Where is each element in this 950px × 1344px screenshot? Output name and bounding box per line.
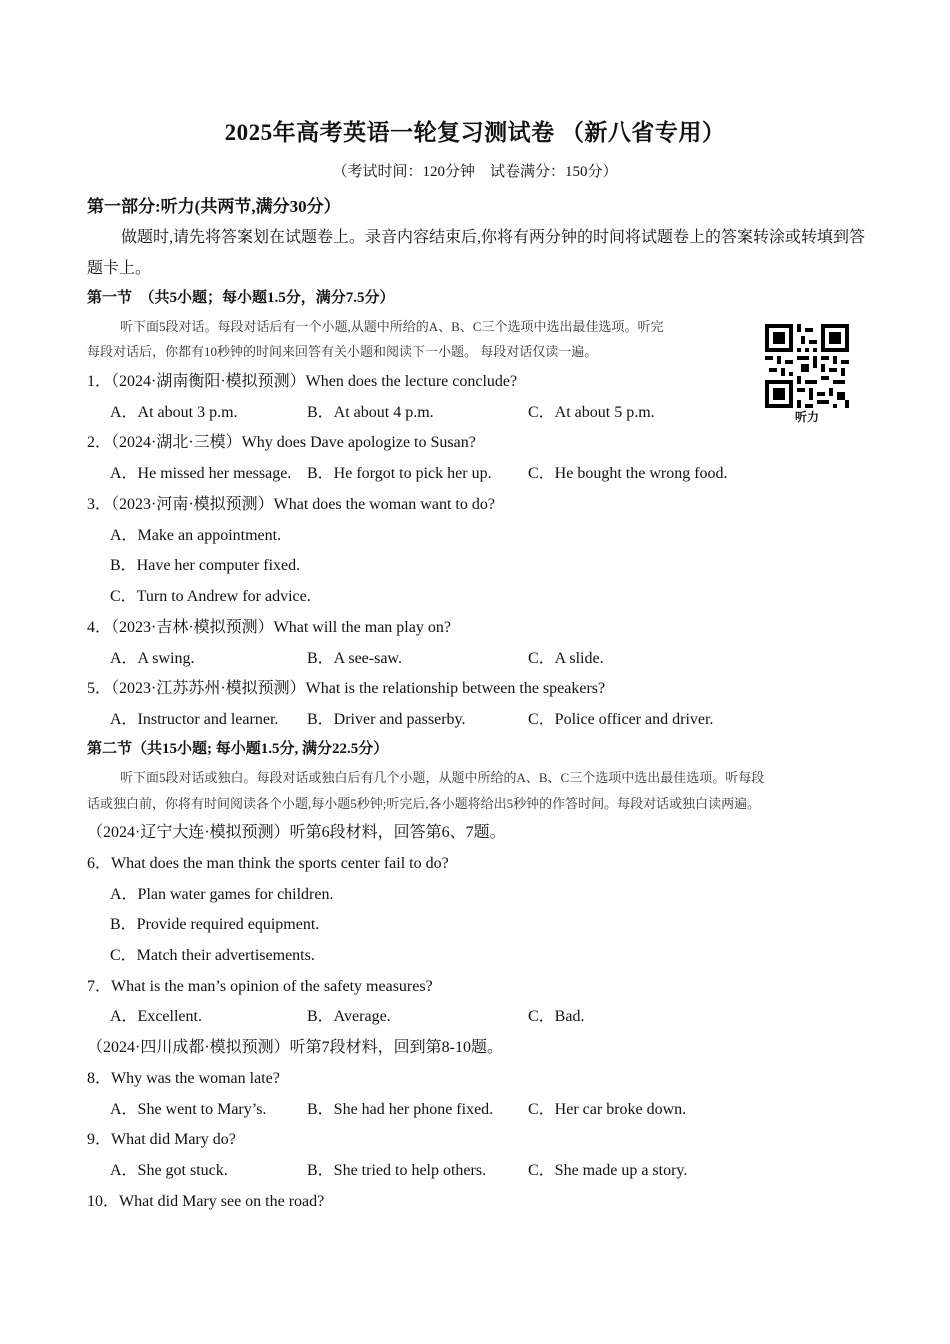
option-5a: A．Instructor and learner. — [110, 711, 279, 728]
option-5c: C．Police officer and driver. — [528, 711, 714, 728]
question-8: 8．Why was the woman late? — [87, 1070, 280, 1087]
section1-instruction-line1: 听下面5段对话。每段对话后有一个小题,从题中所给的A、B、C三个选项中选出最佳选项。听完 — [120, 319, 664, 334]
option-2c: C．He bought the wrong food. — [528, 465, 728, 482]
page-title: 2025年高考英语一轮复习测试卷 （新八省专用） — [224, 120, 726, 145]
option-6b: B．Provide required equipment. — [110, 916, 320, 933]
question-4: 4．（2023·吉林·模拟预测）What will the man play on? — [87, 619, 451, 636]
option-4a: A．A swing. — [110, 650, 195, 667]
option-1a: A．At about 3 p.m. — [110, 404, 238, 421]
option-4b: B．A see-saw. — [307, 650, 402, 667]
option-2a: A．He missed her message. — [110, 465, 292, 482]
option-3a: A．Make an appointment. — [110, 527, 282, 544]
material-7-note: （2024·四川成都·模拟预测）听第7段材料，回到第8-10题。 — [87, 1039, 503, 1056]
option-9c: C．She made up a story. — [528, 1162, 688, 1179]
option-3b: B．Have her computer fixed. — [110, 557, 301, 574]
option-8a: A．She went to Mary’s. — [110, 1101, 267, 1118]
qr-label: 听力 — [794, 410, 819, 424]
option-9b: B．She tried to help others. — [307, 1162, 487, 1179]
option-4c: C．A slide. — [528, 650, 604, 667]
question-6: 6．What does the man think the sports center fail to do? — [87, 855, 449, 872]
question-9: 9．What did Mary do? — [87, 1131, 236, 1148]
option-8c: C．Her car broke down. — [528, 1101, 687, 1118]
section1-instruction-line2: 每段对话后，你都有10秒钟的时间来回答有关小题和阅读下一小题。 每段对话仅读一遍。 — [87, 344, 598, 359]
question-1: 1．（2024·湖南衡阳·模拟预测）When does the lecture conclude? — [87, 373, 518, 390]
option-8b: B．She had her phone fixed. — [307, 1101, 494, 1118]
section2-instruction-line2: 话或独白前，你将有时间阅读各个小题,每小题5秒钟;听完后,各小题将给出5秒钟的作答时间。每段对话或独白读两遍。 — [87, 796, 761, 811]
question-3: 3．（2023·河南·模拟预测）What does the woman want to do? — [87, 496, 495, 513]
qr-code-icon — [765, 324, 849, 408]
section2-instruction-line1: 听下面5段对话或独白。每段对话或独白后有几个小题，从题中所给的A、B、C三个选项中选出最佳选项。听每段 — [120, 770, 765, 785]
exam-info: （考试时间：120分钟 试卷满分：150分） — [332, 164, 618, 180]
option-6a: A．Plan water games for children. — [110, 886, 334, 903]
question-7: 7．What is the man’s opinion of the safety measures? — [87, 978, 433, 995]
option-7c: C．Bad. — [528, 1008, 585, 1025]
option-5b: B．Driver and passerby. — [307, 711, 466, 728]
option-1c: C．At about 5 p.m. — [528, 404, 655, 421]
question-5: 5．（2023·江苏苏州·模拟预测）What is the relationship between the speakers? — [87, 680, 606, 697]
part1-heading: 第一部分:听力(共两节,满分30分） — [87, 197, 341, 216]
part1-instruction: 做题时,请先将答案划在试题卷上。录音内容结束后,你将有两分钟的时间将试题卷上的答案转涂或转填到答题卡上。 — [87, 229, 866, 277]
section2-heading: 第二节（共15小题; 每小题1.5分, 满分22.5分） — [87, 741, 389, 757]
option-9a: A．She got stuck. — [110, 1162, 228, 1179]
material-6-note: （2024·辽宁大连·模拟预测）听第6段材料，回答第6、7题。 — [87, 824, 506, 841]
section1-heading: 第一节 （共5小题；每小题1.5分，满分7.5分） — [87, 290, 395, 306]
question-2: 2．（2024·湖北·三模）Why does Dave apologize to Susan? — [87, 434, 476, 451]
option-1b: B．At about 4 p.m. — [307, 404, 434, 421]
option-2b: B．He forgot to pick her up. — [307, 465, 492, 482]
question-10: 10．What did Mary see on the road? — [87, 1193, 325, 1210]
option-6c: C．Match their advertisements. — [110, 947, 315, 964]
option-7b: B．Average. — [307, 1008, 391, 1025]
option-7a: A．Excellent. — [110, 1008, 202, 1025]
option-3c: C．Turn to Andrew for advice. — [110, 588, 311, 605]
